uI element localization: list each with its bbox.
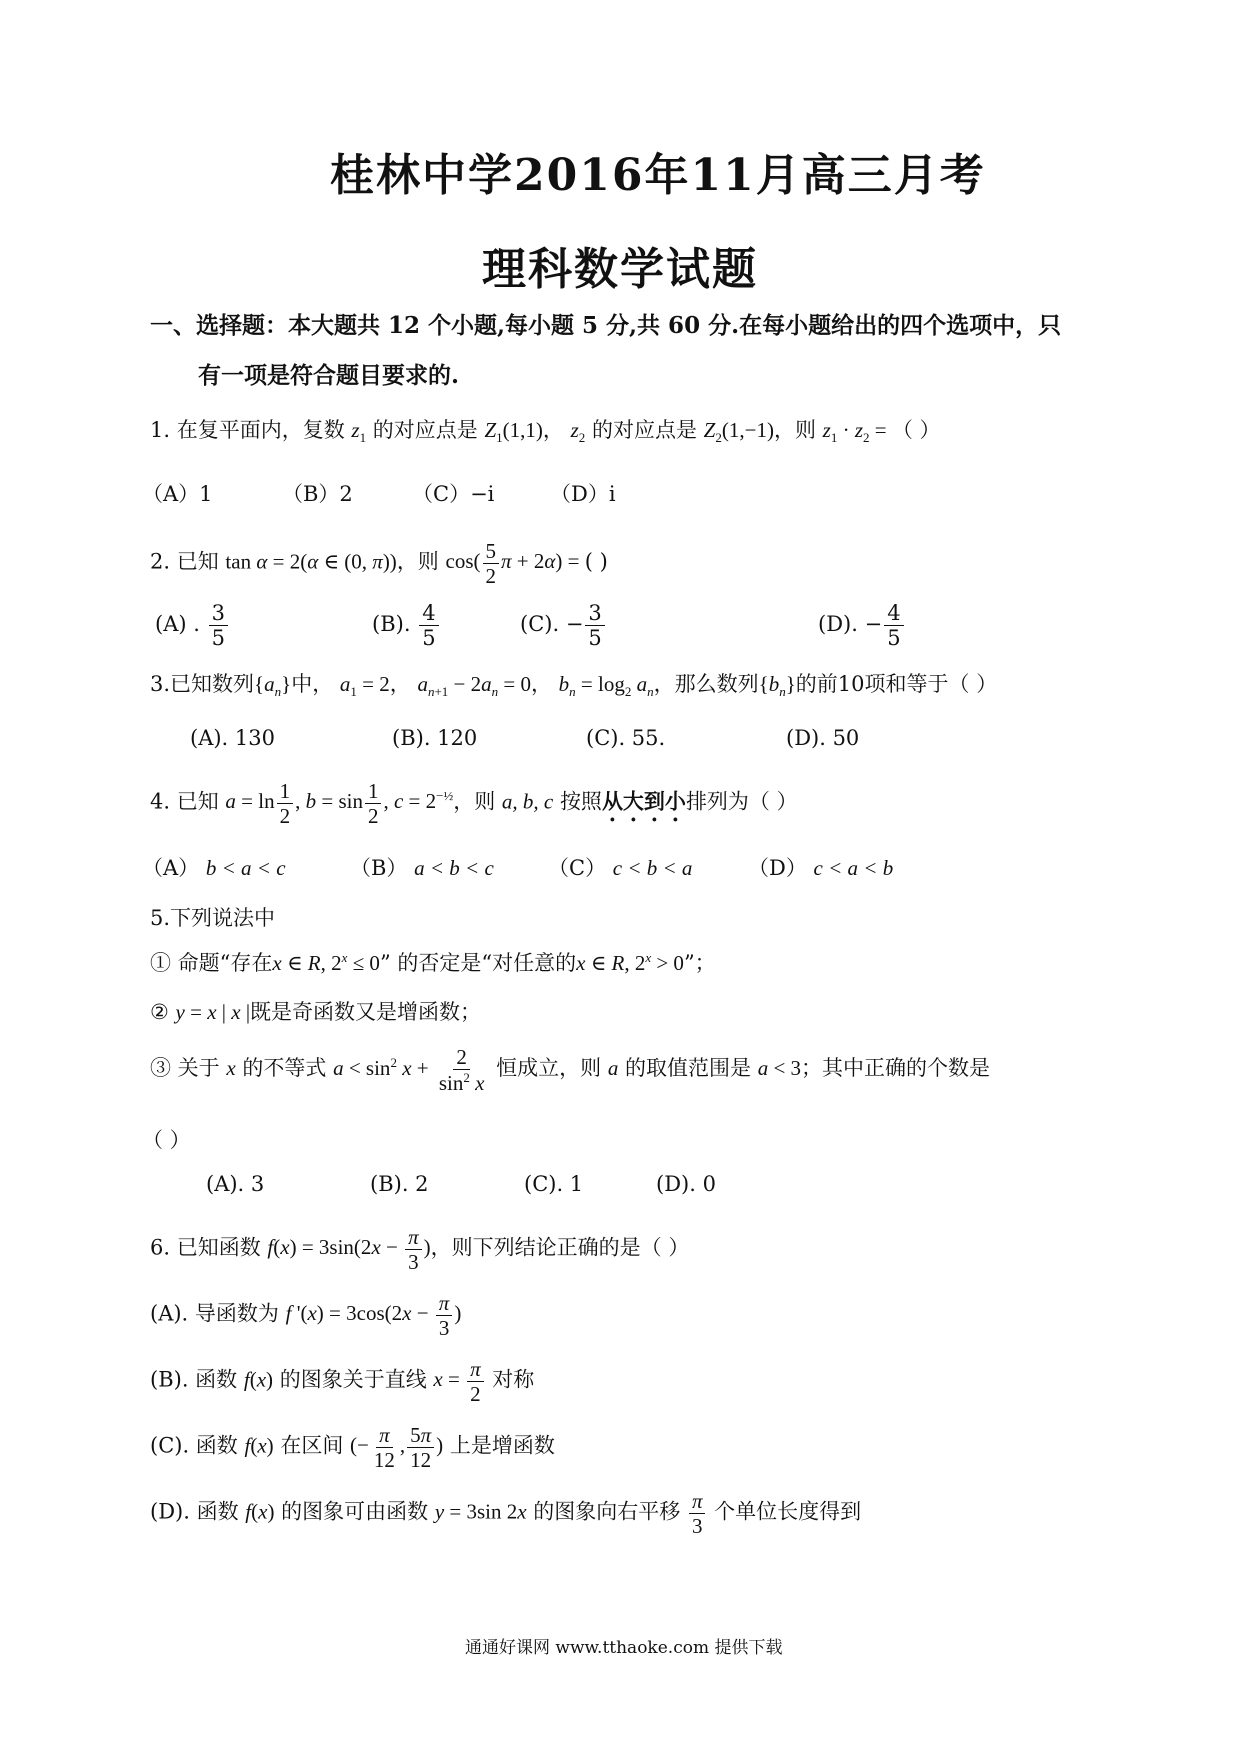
q5-math: a [607,1055,619,1080]
q4-option-label: （A） [142,856,200,880]
q5-option-d: (D). 0 [656,1172,716,1196]
q6-math: f(x) [244,1433,274,1458]
q4-emphasis: 从大到小 [601,788,686,814]
q6-math: $\frac{\pi}{3}$ [687,1499,708,1523]
q3-text: ， [389,672,411,696]
q4-option-label: （B） [350,856,408,880]
q3-math: $\{b_n\}$ [758,672,796,700]
q5-text: 既是奇函数又是增函数； [250,1000,482,1024]
q2-fraction-num: 3 [209,602,228,626]
q6-text: 对称 [492,1367,535,1392]
q1-text: 的对应点是 [372,418,478,442]
q1-option-d: （D）i [550,482,616,506]
q3-math: $a_{n+1} - 2a_n = 0$ [417,672,531,700]
footer-credit: 通通好课网 www.tthaoke.com 提供下载 [465,1638,783,1658]
q6-option-c [150,1424,555,1471]
q5-text: ”； [683,951,716,975]
q1-option-a: （A）1 [142,482,213,506]
q6-text: 个单位长度得到 [714,1499,862,1524]
q2-option-label: (B). [372,612,411,637]
page-subtitle: 理科数学试题 [482,244,758,295]
q6-number: 6. [150,1235,171,1260]
q5-text: 的取值范围是 [625,1055,752,1080]
q3-text: ， [530,672,552,696]
q1-number: 1. [150,418,171,442]
q4-option-math: a < b < c [414,856,494,880]
q4-text: 已知 [176,789,219,814]
q5-math: $a < \sin^2 x$ + $\frac{2}{\sin^2 x}$ [333,1045,485,1096]
q2-bracket: ( ) [584,549,608,574]
question-6 [150,1226,689,1273]
q4-option-math: b < a < c [205,856,286,880]
q5-text: ② [150,1000,169,1024]
q6-text: (B). 函数 [150,1367,238,1392]
q6-math: f(x) [245,1499,275,1524]
q5-option-c: (C). 1 [524,1172,584,1196]
question-5: 5.下列说法中 [150,906,276,930]
q5-text: ③ 关于 [150,1055,220,1080]
q6-text: 已知函数 [176,1235,261,1260]
q1-math: $Z_1(1,1)$ [484,418,543,446]
q3-text: 3.已知数列 [150,672,255,696]
q2-fraction-den: 5 [422,626,436,651]
q4-option-a [142,856,286,881]
q4-text: 按照 [559,789,602,814]
q6-option-d [150,1490,861,1537]
q4-text: ，则 [453,789,496,814]
q4-option-label: （D） [748,856,807,880]
q2-option-b [372,602,441,649]
q6-text: 的图象关于直线 [279,1367,427,1392]
q2-math: tan α = 2(α ∈ (0, π)) [225,549,397,574]
q3-text: ，那么数列 [653,672,759,696]
q4-number: 4. [150,789,171,814]
q4-option-d [748,856,893,881]
q6-option-a [150,1292,461,1339]
q3-text: 中， [291,672,334,696]
q2-text: 已知 [176,549,219,574]
q2-math: cos( $\frac{5}{2}$ π + 2α) = [445,539,585,589]
q3-option-a: (A). 130 [190,726,275,750]
q2-option-d: (D). − $\frac{4}{5}$ [818,602,906,649]
q1-bracket: （ ） [891,418,941,442]
q6-text: (D). 函数 [150,1499,239,1524]
q4-option-b [350,856,494,881]
q2-fraction-num: 4 [884,602,903,626]
question-4 [150,780,798,827]
q2-option-a [155,602,230,649]
q2-fraction-num: 3 [585,602,604,626]
q5-math: y = x | x | [175,1000,251,1024]
q5-text: ；其中正确的个数是 [801,1055,991,1080]
q1-text: 在复平面内，复数 [176,418,345,442]
q4-text: 排列为（ ） [685,789,798,814]
q1-math: $Z_2(1,-1)$ [703,418,774,446]
q2-text: ，则 [396,549,439,574]
page-title: 桂林中学2016年11月高三月考 [330,150,986,201]
q5-text: 的不等式 [242,1055,327,1080]
q5-text: 的否定是“对任意的 [397,951,577,975]
q2-fraction-den: 5 [887,626,901,651]
q6-text: 的图象可由函数 [281,1499,429,1524]
q1-math: $z_1$ [351,418,367,446]
q2-fraction-num: 4 [419,602,438,626]
q6-text: (C). 函数 [150,1433,238,1458]
q5-bracket: （ ） [142,1128,191,1152]
q1-text: 的对应点是 [591,418,697,442]
q1-option-b: （B）2 [282,482,353,506]
q1-math: $z_1 \cdot z_2$ = [822,418,892,446]
q5-text: 恒成立，则 [496,1055,602,1080]
q6-text: 在区间 [280,1433,344,1458]
question-2 [150,540,608,587]
q2-option-label: (C). [520,612,560,637]
q2-option-c: (C). − $\frac{3}{5}$ [520,602,607,649]
q6-math: f '(x) = 3cos(2x − $\frac{\pi}{3}$ ) [285,1291,462,1341]
section-heading: 一、选择题：本大题共 12 个小题,每小题 5 分,共 60 分.在每小题给出的四个选项中，只 [150,312,1062,339]
q3-math: $a_1 = 2$ [339,672,390,700]
q3-text: 的前10项和等于（ ） [795,672,998,696]
q6-math: f(x) = 3sin(2x − $\frac{\pi}{3}$ ) [267,1225,431,1275]
q5-statement-2 [150,1000,481,1025]
q5-option-a: (A). 3 [206,1172,265,1196]
q5-math: a < 3 [757,1055,802,1080]
q6-math: x = $\frac{\pi}{2}$ [433,1367,485,1391]
q4-option-c [548,856,692,881]
q3-math: $\{a_n\}$ [254,672,292,700]
q4-option-label: （C） [548,856,607,880]
q6-text: (A). 导函数为 [150,1301,279,1326]
q3-option-b: (B). 120 [392,726,478,750]
q3-math: $b_n = \log_2 a_n$ [558,672,654,700]
q1-option-c: （C）−i [412,482,495,506]
q1-math: $z_2$ [570,418,586,446]
q2-option-label: (A) . [155,612,200,637]
question-3 [150,672,997,700]
q5-option-b: (B). 2 [370,1172,429,1196]
q4-option-math: c < a < b [813,856,894,880]
q5-statement-1: ① 命题“存在x ∈ R, $2^x \le 0$” 的否定是“对任意的x ∈ R, $2^x > 0$”； [150,950,716,975]
q3-option-c: (C). 55. [586,726,666,750]
q2-option-label: (D). [818,612,858,637]
q4-math: a, b, c [501,789,554,814]
q6-math: (− $\frac{\pi}{12}$ , $\frac{5\pi}{12}$ ) [350,1423,444,1473]
q6-math: f(x) [243,1367,274,1392]
section-heading-cont: 有一项是符合题目要求的. [198,362,460,389]
q6-text: 上是增函数 [449,1433,555,1458]
q6-text: 的图象向右平移 [533,1499,681,1524]
q4-option-math: c < b < a [612,856,693,880]
q6-math: y = 3sin 2x [434,1499,527,1524]
q1-text: ，则 [773,418,816,442]
q5-statement-3 [150,1046,990,1094]
q5-math: x ∈ R, $2^x \le 0$ [272,950,380,975]
q5-math: x [226,1055,236,1080]
q2-fraction-den: 5 [588,626,602,651]
q6-text: ，则下列结论正确的是（ ） [430,1235,690,1260]
q2-fraction-den: 5 [211,626,225,651]
q3-option-d: (D). 50 [786,726,860,750]
q5-text: ① 命题“存在 [150,951,273,975]
q2-number: 2. [150,549,171,574]
q6-option-b [150,1358,534,1405]
q4-math: a = ln $\frac{1}{2}$ , b = sin $\frac{1}{2}$ , $c = 2^{-\frac{1}{2}}$ [225,779,454,829]
question-1: 1. 在复平面内，复数 $z_1$ 的对应点是 $Z_1(1,1)$， $z_2$ 的对应点是 $Z_2(1,-1)$，则 $z_1 \cdot z_2$ = （ ） [150,418,941,446]
q5-math: x ∈ R, $2^x > 0$ [576,950,684,975]
